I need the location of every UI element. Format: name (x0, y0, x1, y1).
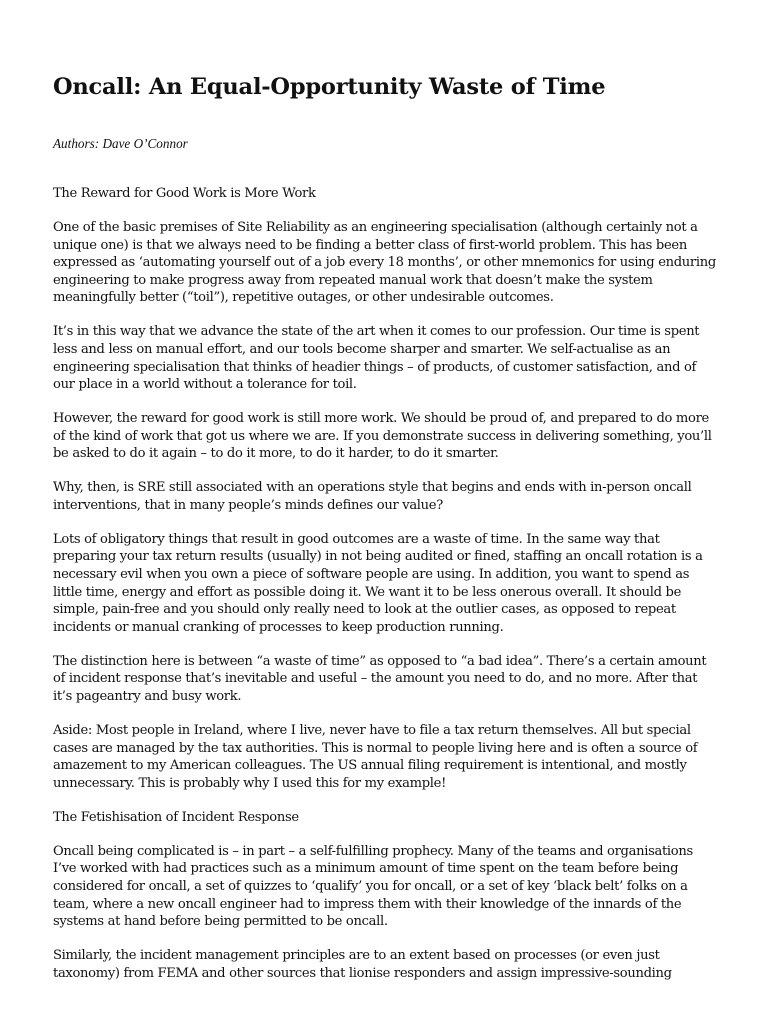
paragraph: Lots of obligatory things that result in good outcomes are a waste of time. In the same way that preparing your tax return results (usually) in not being audited or fined, staffing an oncall rotation is a necessary evil when you own a piece of software people are using. In addition, you want to spend as little time, energy and effort as possible doing it. We want it to be less onerous overall. It should be simple, pain-free and you should only really need to look at the outlier cases, as opposed to repeat incidents or manual cranking of processes to keep production running. (53, 531, 703, 635)
section-heading: The Reward for Good Work is More Work (53, 186, 316, 201)
paragraph: Aside: Most people in Ireland, where I live, never have to file a tax return themselves. All but special cases are managed by the tax authorities. This is normal to people living here and is often a source of amazement to my American colleagues. The US annual filing requirement is intentional, and mostly unnecessary. This is probably why I used this for my example! (53, 722, 698, 791)
document-authors: Authors: Dave O’Connor (53, 136, 188, 151)
document-title: Oncall: An Equal-Opportunity Waste of Time (53, 74, 606, 100)
paragraph: Why, then, is SRE still associated with an operations style that begins and ends with in-person oncall interventions, that in many people’s minds defines our value? (53, 480, 692, 513)
document-body (53, 185, 718, 999)
paragraph: Similarly, the incident management principles are to an extent based on processes (or even just taxonomy) from FEMA and other sources that lionise responders and assign impressive-sounding (53, 948, 672, 981)
section-heading: The Fetishisation of Incident Response (53, 809, 299, 825)
paragraph: Oncall being complicated is – in part – a self-fulfilling prophecy. Many of the teams and organisations I’ve worked with had practices such as a minimum amount of time spent on the team before being considered for oncall, a set of quizzes to ‘qualify’ you for oncall, or a set of key ‘black belt’ folks on a team, where a new oncall engineer had to impress them with their knowledge of the innards of the systems at hand before being permitted to be oncall. (53, 843, 693, 930)
paragraph: One of the basic premises of Site Reliability as an engineering specialisation (although certainly not a unique one) is that we always need to be finding a better class of first-world problem. This has been expressed as ‘automating yourself out of a job every 18 months’, or other mnemonics for using enduring engineering to make progress away from repeated manual work that doesn’t make the system meaningfully better (“toil”), repetitive outages, or other undesirable outcomes. (53, 219, 716, 306)
paragraph: The distinction here is between “a waste of time” as opposed to “a bad idea”. There’s a certain amount of incident response that’s inevitable and useful – the amount you need to do, and no more. After that it’s pageantry and busy work. (53, 653, 707, 704)
paragraph: It’s in this way that we advance the state of the art when it comes to our profession. Our time is spent less and less on manual effort, and our tools become sharper and smarter. We self-actualise as an engineering specialisation that thinks of headier things – of products, of customer satisfaction, and of our place in a world without a tolerance for toil. (53, 324, 700, 393)
paragraph: However, the reward for good work is still more work. We should be proud of, and prepared to do more of the kind of work that got us where we are. If you demonstrate success in delivering something, you’ll be asked to do it again – to do it more, to do it harder, to do it smarter. (53, 411, 712, 462)
